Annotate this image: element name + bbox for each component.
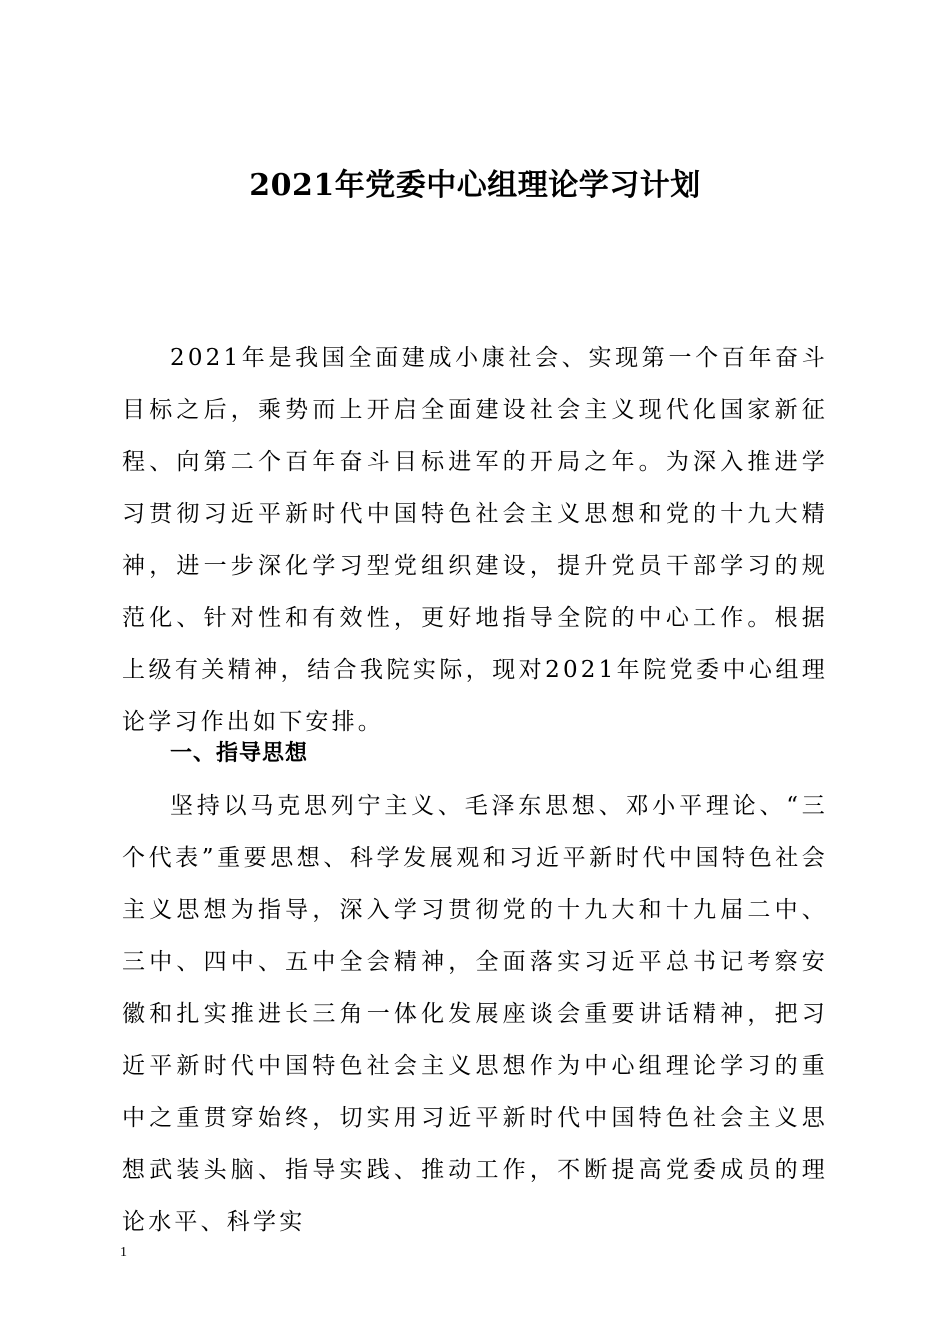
page-number: 1 xyxy=(120,1245,127,1260)
guiding-thought-paragraph: 坚持以马克思列宁主义、毛泽东思想、邓小平理论、“三个代表”重要思想、科学发展观和习近平新时代中国特色社会主义思想为指导，深入学习贯彻党的十九大和十九届二中、三中、四中、五中全会精神，全面落实习近平总书记考察安徽和扎实推进长三角一体化发展座谈会重要讲话精神，把习近平新时代中国特色社会主义思想作为中心组理论学习的重中之重贯穿始终，切实用习近平新时代中国特色社会主义思想武装头脑、指导实践、推动工作，不断提高党委成员的理论水平、科学实 xyxy=(122,793,828,1235)
document-title: 2021年党委中心组理论学习计划 xyxy=(249,168,701,203)
intro-paragraph: 2021年是我国全面建成小康社会、实现第一个百年奋斗目标之后，乘势而上开启全面建设社会主义现代化国家新征程、向第二个百年奋斗目标进军的开局之年。为深入推进学习贯彻习近平新时代中国特色社会主义思想和党的十九大精神，进一步深化学习型党组织建设，提升党员干部学习的规范化、针对性和有效性，更好地指导全院的中心工作。根据上级有关精神，结合我院实际，现对2021年院党委中心组理论学习作出如下安排。 xyxy=(122,345,828,735)
section-heading: 一、指导思想 xyxy=(170,741,309,766)
